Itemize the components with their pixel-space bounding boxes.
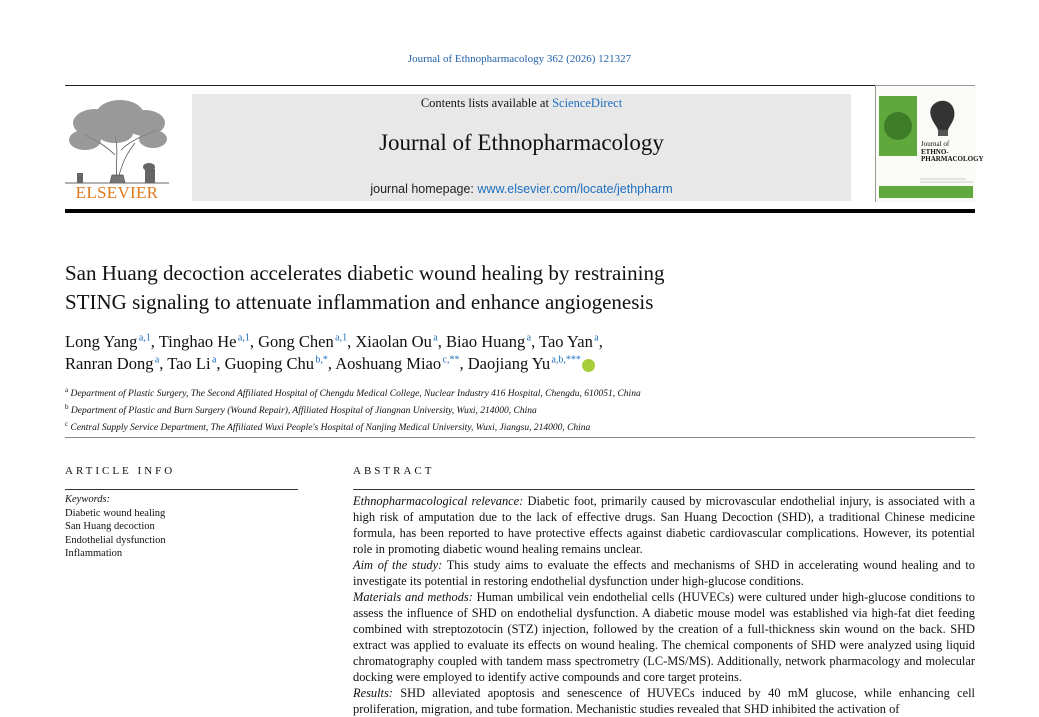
journal-title: Journal of Ethnopharmacology [379, 130, 664, 155]
author-name: Long Yang [65, 332, 138, 351]
cover-line2: ETHNO- [921, 147, 949, 156]
affiliation-text: Department of Plastic and Burn Surgery (Wound Repair), Affiliated Hospital of Jiangnan University, Wuxi, 214000, China [70, 406, 537, 417]
keyword-item: Endothelial dysfunction [65, 534, 166, 546]
affiliation-text: Central Supply Service Department, The Affiliated Wuxi People's Hospital of Nanjing Medical University, Wuxi, Jiangsu, 214000, China [70, 423, 591, 434]
author-affiliation-link[interactable]: a,1 [335, 332, 348, 344]
affiliation-mark: c [65, 420, 69, 429]
article-info-rule [65, 489, 298, 490]
author-name: Xiaolan Ou [355, 332, 432, 351]
author-name: Tao Li [167, 354, 211, 373]
paper-title [65, 259, 975, 317]
homepage-link[interactable]: www.elsevier.com/locate/jethpharm [477, 182, 673, 196]
author-name: Biao Huang [445, 332, 526, 351]
author-affiliation-link[interactable]: a,1 [138, 332, 151, 344]
author-affiliation-link[interactable]: a [154, 354, 160, 366]
abstract-section-label: Materials and methods: [353, 590, 473, 604]
abstract-paragraph [353, 557, 975, 589]
orcid-icon[interactable] [582, 359, 595, 372]
sciencedirect-link[interactable]: ScienceDirect [552, 96, 623, 110]
author-affiliation-link[interactable]: a [594, 332, 599, 344]
affiliation-text: Department of Plastic Surgery, The Second Affiliated Hospital of Chengdu Medical College, Nuclear Industry 416 Hospital, Chengdu, 610051, China [70, 389, 641, 400]
contents-prefix: Contents lists available at [420, 96, 553, 110]
journal-cover-thumbnail[interactable] [875, 85, 984, 202]
affiliation-list [65, 384, 975, 435]
author-name: Gong Chen [258, 332, 334, 351]
abstract-paragraph [353, 493, 975, 557]
header-rule-bottom [65, 209, 975, 213]
abstract-section-text: Human umbilical vein endothelial cells (HUVECs) were cultured under high-glucose conditions to assess the influence of SHD on endothelial dysfunction. A diabetic mouse model was established via high-fat diet feeding combined with streptozotocin (STZ) injection, followed by the creation of a full-thickness skin wound on the back. SHD extract was applied to evaluate its effects on wound healing. The chemical components of SHD were analyzed using liquid chromatography coupled with tandem mass spectrometry (LC-MS/MS). Additionally, network pharmacology and molecular docking were employed to identify active compounds and core target proteins. [353, 590, 975, 684]
keywords-block [65, 493, 298, 561]
abstract-rule [353, 489, 975, 490]
author-affiliation-link[interactable]: b,* [315, 354, 328, 366]
author-affiliation-link[interactable]: a,b,*** [551, 354, 581, 366]
author-affiliation-link[interactable]: a [433, 332, 438, 344]
abstract-paragraph [353, 589, 975, 685]
author-name: Daojiang Yu [467, 354, 551, 373]
affiliation-item [65, 418, 975, 435]
contents-available-line [192, 96, 851, 111]
journal-banner [192, 94, 851, 201]
keywords-label: Keywords: [65, 494, 111, 505]
abstract-heading: ABSTRACT [353, 465, 435, 477]
author-affiliation-link[interactable]: a [211, 354, 217, 366]
abstract-body [353, 493, 975, 717]
article-info-heading: ARTICLE INFO [65, 465, 176, 477]
author-name: Aoshuang Miao [335, 354, 442, 373]
author-name: Tao Yan [539, 332, 593, 351]
affiliation-item [65, 401, 975, 418]
abstract-section-label: Results: [353, 686, 393, 700]
elsevier-logo-text: ELSEVIER [75, 183, 159, 202]
affiliation-item [65, 384, 975, 401]
cover-title-block [921, 140, 984, 164]
author-list: Long Yang $^{a,1}$, Tinghao He $^{a,1}$, Gong Chen $^{a,1}$, Xiaolan Ou $^a$, Biao Huang $^a$, Tao Yan $^a$, Ranran Dong $^a$, Tao Li $^a$, Guoping Chu $^{b,*}$, Aoshuang Miao $^{c,**}$, Daojiang Yu $^{a,b,***}$ [65, 332, 603, 373]
abstract-section-text: SHD alleviated apoptosis and senescence of HUVECs induced by 40 mM glucose, while enhancing cell proliferation, migration, and tube formation. Mechanistic studies revealed that SHD inhibited the activation of [353, 686, 975, 716]
cover-line3: PHARMACOLOGY [921, 155, 984, 163]
abstract-section-label: Aim of the study: [353, 558, 443, 572]
header-rule-top [65, 85, 975, 86]
journal-homepage-line [192, 182, 851, 196]
author-name: Guoping Chu [224, 354, 315, 373]
paper-title-line2: STING signaling to attenuate inflammation and enhance angiogenesis [65, 290, 654, 314]
affiliation-mark: b [65, 403, 69, 412]
author-affiliation-link[interactable]: c,** [442, 354, 460, 366]
homepage-prefix: journal homepage: [370, 182, 478, 196]
affiliation-mark: a [65, 386, 69, 394]
keyword-item: San Huang decoction [65, 521, 155, 532]
author-name: Tinghao He [158, 332, 237, 351]
paper-title-line1: San Huang decoction accelerates diabetic wound healing by restraining [65, 261, 665, 285]
keyword-item: Inflammation [65, 548, 123, 559]
abstract-section-text: Diabetic foot, primarily caused by microvascular endothelial injury, is associated with a high risk of amputation due to the lack of effective drugs. San Huang Decoction (SHD), a traditional Chinese medicine formula, has been reported to have protective effects against diabetic cardiovascular complications. However, its potential role in promoting diabetic wound healing remains unclear. [353, 494, 975, 556]
abstract-section-label: Ethnopharmacological relevance: [353, 494, 524, 508]
cover-line1: Journal of [921, 140, 950, 148]
author-affiliation-link[interactable]: a [526, 332, 532, 344]
author-affiliation-link[interactable]: a,1 [237, 332, 250, 344]
journal-citation[interactable]: Journal of Ethnopharmacology 362 (2026) 121327 [407, 53, 632, 65]
abstract-paragraph [353, 685, 975, 717]
author-name: Ranran Dong [65, 354, 154, 373]
abstract-section-text: This study aims to evaluate the effects and mechanisms of SHD in accelerating wound healing and to investigate its potential in restoring endothelial dysfunction under high-glucose conditions. [353, 558, 976, 588]
keyword-item: Diabetic wound healing [65, 507, 166, 519]
affiliation-rule [65, 437, 975, 438]
